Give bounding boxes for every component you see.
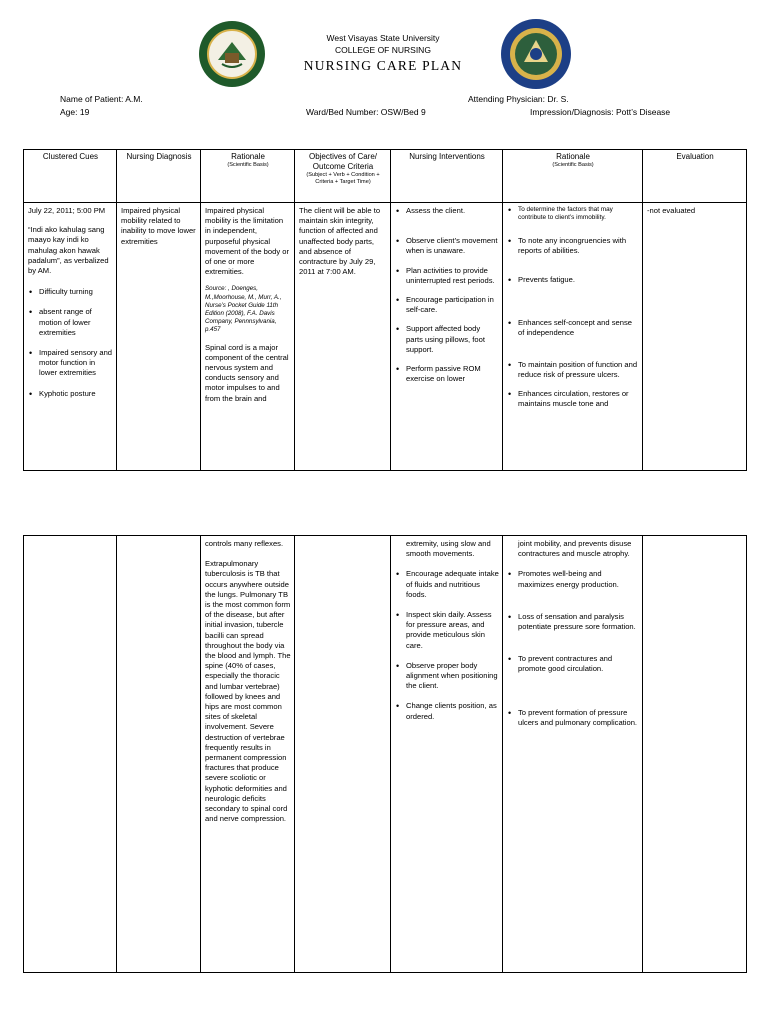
list-item: • Prevents fatigue. — [507, 275, 639, 285]
rationale-cell-cont — [201, 536, 295, 973]
header-clustered-cues: Clustered Cues — [24, 150, 117, 203]
rationale-2-continued: joint mobility, and prevents disuse contractures and muscle atrophy. — [518, 539, 632, 559]
rationale-spinal: Spinal cord is a major component of the central nervous system and conducts sensory and motor impulses to and from the brain and — [205, 342, 289, 403]
header-rationale-2: Rationale (Scientific Basis) — [503, 150, 643, 203]
header-rationale-2-sub: (Scientific Basis) — [552, 162, 594, 168]
header-evaluation: Evaluation — [643, 150, 747, 203]
care-plan-table-2 — [23, 535, 747, 973]
intervention-continued: extremity, using slow and smooth movements. — [406, 539, 491, 559]
evaluation-text: -not evaluated — [647, 206, 696, 215]
university-seal-left — [198, 20, 266, 88]
nursing-diagnosis-cell-cont — [117, 536, 201, 973]
impression-diagnosis: Impression/Diagnosis: Pott’s Disease — [530, 107, 671, 117]
rationale-cell — [201, 203, 295, 471]
list-item: • Encourage participation in self-care. — [395, 295, 499, 315]
rationale-tuberculosis: Extrapulmonary tuberculosis is TB that occurs anywhere outside the lungs. Pulmonary TB is the most common form of the disease, but after initial invasion, tubercle bacilli can spread throughout the body via the blood and lymph. The spine (40% of cases, especially the thoracic and lumbar vertebrae) followed by knees and hips are most common sites of skeletal involvement. Severe destruction of vertebrae frequently results in permanent compression fractures that produce severe scoliotic or kyphotic deformities and neurologic deficits secondary to spinal cord and nerve compression. — [205, 559, 291, 824]
ward-bed-number: Ward/Bed Number: OSW/Bed 9 — [306, 107, 426, 117]
list-item: • Assess the client. — [395, 206, 499, 216]
header-nursing-diagnosis: Nursing Diagnosis — [117, 150, 201, 203]
list-item: • Perform passive ROM exercise on lower — [395, 364, 499, 384]
seal-left-icon — [198, 20, 266, 88]
list-item: • Observe client’s movement when is unaware. — [395, 236, 499, 256]
seal-right-icon — [500, 18, 572, 90]
list-item: • Encourage adequate intake of fluids and nutritious foods. — [395, 569, 499, 600]
care-plan-table-1 — [23, 149, 747, 471]
list-item: • Observe proper body alignment when positioning the client. — [395, 661, 499, 692]
table-row — [24, 203, 747, 471]
list-item: • To prevent formation of pressure ulcers and pulmonary complication. — [507, 708, 639, 728]
cues-list — [28, 287, 113, 399]
cues-cell — [24, 203, 117, 471]
header-objectives-sub: (Subject + Verb + Condition + Criteria + Target Time) — [306, 172, 380, 186]
header-nursing-interventions: Nursing Interventions — [391, 150, 503, 203]
header-rationale: Rationale (Scientific Basis) — [201, 150, 295, 203]
college-name: COLLEGE OF NURSING — [335, 45, 431, 55]
evaluation-cell — [643, 203, 747, 471]
patient-age: Age: 19 — [60, 107, 90, 117]
list-item: • To determine the factors that may contribute to client’s immobility. — [507, 206, 639, 223]
interventions-cell-cont — [391, 536, 503, 973]
list-item: • Enhances circulation, restores or maintains muscle tone and — [507, 389, 639, 409]
list-item: • Kyphotic posture — [28, 389, 113, 399]
list-item: • To maintain position of function and reduce risk of pressure ulcers. — [507, 360, 639, 380]
rationale-continued: controls many reflexes. — [205, 539, 284, 548]
list-item: • Change clients position, as ordered. — [395, 701, 499, 721]
objectives-cell — [295, 203, 391, 471]
list-item: • Inspect skin daily. Assess for pressure areas, and provide meticulous skin care. — [395, 610, 499, 651]
page-title: NURSING CARE PLAN — [303, 58, 463, 73]
rationale-2-cell-cont — [503, 536, 643, 973]
rationale-definition: Impaired physical mobility is the limitation in independent, purposeful physical movement of the body or of one or more extremities. — [205, 206, 289, 277]
list-item: • To prevent contractures and promote good circulation. — [507, 654, 639, 674]
evaluation-cell-cont — [643, 536, 747, 973]
nursing-diagnosis-text: Impaired physical mobility related to inability to move lower extremities — [121, 206, 196, 246]
objectives-cell-cont — [295, 536, 391, 973]
nursing-diagnosis-cell — [117, 203, 201, 471]
interventions-cell — [391, 203, 503, 471]
list-item: • Promotes well-being and maximizes energy production. — [507, 569, 639, 589]
rationale-list-cont — [507, 569, 639, 728]
interventions-list-cont — [395, 569, 499, 721]
interventions-list — [395, 206, 499, 384]
list-item: • To note any incongruencies with reports of abilities. — [507, 236, 639, 256]
university-name: West Visayas State University — [326, 33, 440, 43]
rationale-list — [507, 206, 639, 409]
document-header — [268, 32, 498, 75]
rationale-source: Source: , Doenges, M.,Moorhouse, M., Murr, A., Nurse’s Pocket Guide 11th Edition (2008), F.A. Davis Company, Pennnsylvania, p.457 — [205, 285, 282, 334]
table-row — [24, 536, 747, 973]
cues-quote: “Indi ako kahulag sang maayo kay indi ko mahulag akon hawak padalum”, as verbalized by AM. — [28, 225, 109, 276]
university-seal-right — [500, 18, 572, 90]
list-item: • absent range of motion of lower extremities — [28, 307, 113, 338]
table-header-row — [24, 150, 747, 203]
list-item: • Enhances self-concept and sense of independence — [507, 318, 639, 338]
cues-cell-cont — [24, 536, 117, 973]
list-item: • Difficulty turning — [28, 287, 113, 297]
objective-text: The client will be able to maintain skin integrity, function of affected and unaffected body parts, and absence of contracture by July 29, 2011 at 7:00 AM. — [299, 206, 381, 277]
list-item: • Support affected body parts using pillows, foot support. — [395, 324, 499, 355]
list-item: • Impaired sensory and motor function in lower extremities — [28, 348, 113, 379]
cues-date: July 22, 2011; 5:00 PM — [28, 206, 106, 215]
header-rationale-sub: (Scientific Basis) — [227, 162, 269, 168]
attending-physician: Attending Physician: Dr. S. — [468, 94, 569, 104]
list-item: • Loss of sensation and paralysis potentiate pressure sore formation. — [507, 612, 639, 632]
header-objectives: Objectives of Care/ Outcome Criteria (Subject + Verb + Condition + Criteria + Target Time) — [295, 150, 391, 203]
patient-name: Name of Patient: A.M. — [60, 94, 143, 104]
rationale-2-cell — [503, 203, 643, 471]
list-item: • Plan activities to provide uninterrupted rest periods. — [395, 266, 499, 286]
